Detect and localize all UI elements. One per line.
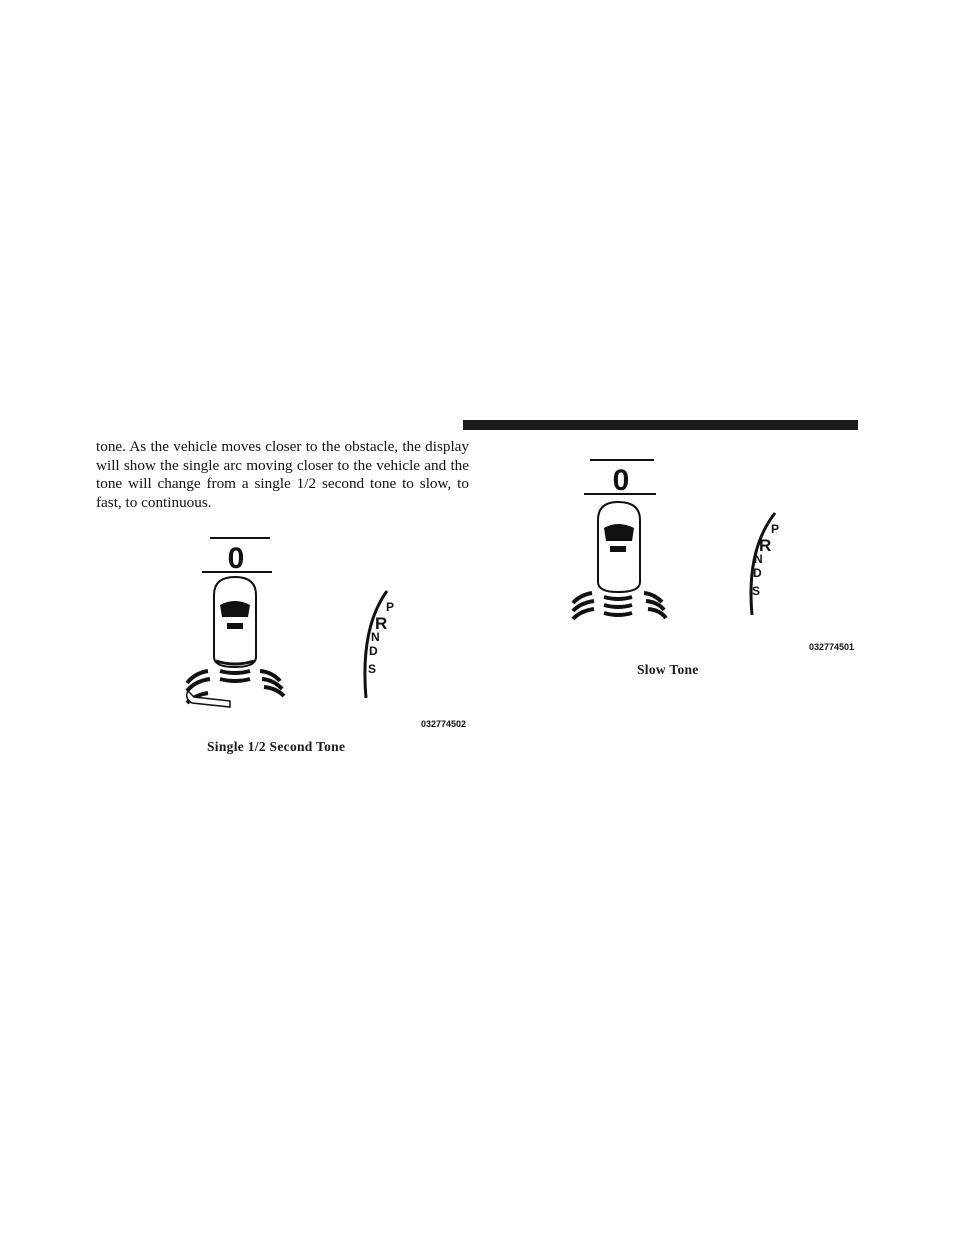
sensor-arcs bbox=[573, 593, 666, 619]
obstacle-arc bbox=[187, 691, 230, 707]
gear-n: N bbox=[754, 552, 763, 566]
gear-d: D bbox=[753, 566, 762, 580]
gear-r: R bbox=[375, 614, 388, 633]
park-assist-illustration bbox=[180, 533, 468, 733]
gear-s: S bbox=[368, 662, 377, 676]
gear-n: N bbox=[371, 630, 380, 644]
park-assist-figure-single-tone bbox=[180, 533, 468, 733]
display-value: 0 bbox=[227, 542, 245, 575]
display-value: 0 bbox=[612, 464, 630, 497]
gear-d: D bbox=[369, 644, 378, 658]
body-paragraph: tone. As the vehicle moves closer to the obstacle, the display will show the single arc moving closer to the vehicle and the tone will change from a single 1/2 second tone to slow, to fast, to continuous. bbox=[96, 438, 469, 511]
figure-code: 032774501 bbox=[808, 642, 854, 652]
park-assist-illustration bbox=[568, 455, 858, 655]
section-header-bar bbox=[463, 420, 858, 430]
park-assist-figure-slow-tone bbox=[568, 455, 858, 655]
vehicle-icon bbox=[214, 577, 256, 667]
figure-caption-single-tone: Single 1/2 Second Tone bbox=[207, 739, 346, 754]
vehicle-icon bbox=[598, 502, 640, 592]
gear-s: S bbox=[752, 584, 761, 598]
figure-caption-slow-tone: Slow Tone bbox=[637, 662, 699, 677]
figure-code: 032774502 bbox=[420, 719, 466, 729]
gear-r: R bbox=[759, 536, 772, 555]
gear-p: P bbox=[771, 522, 780, 536]
gear-p: P bbox=[386, 600, 395, 614]
